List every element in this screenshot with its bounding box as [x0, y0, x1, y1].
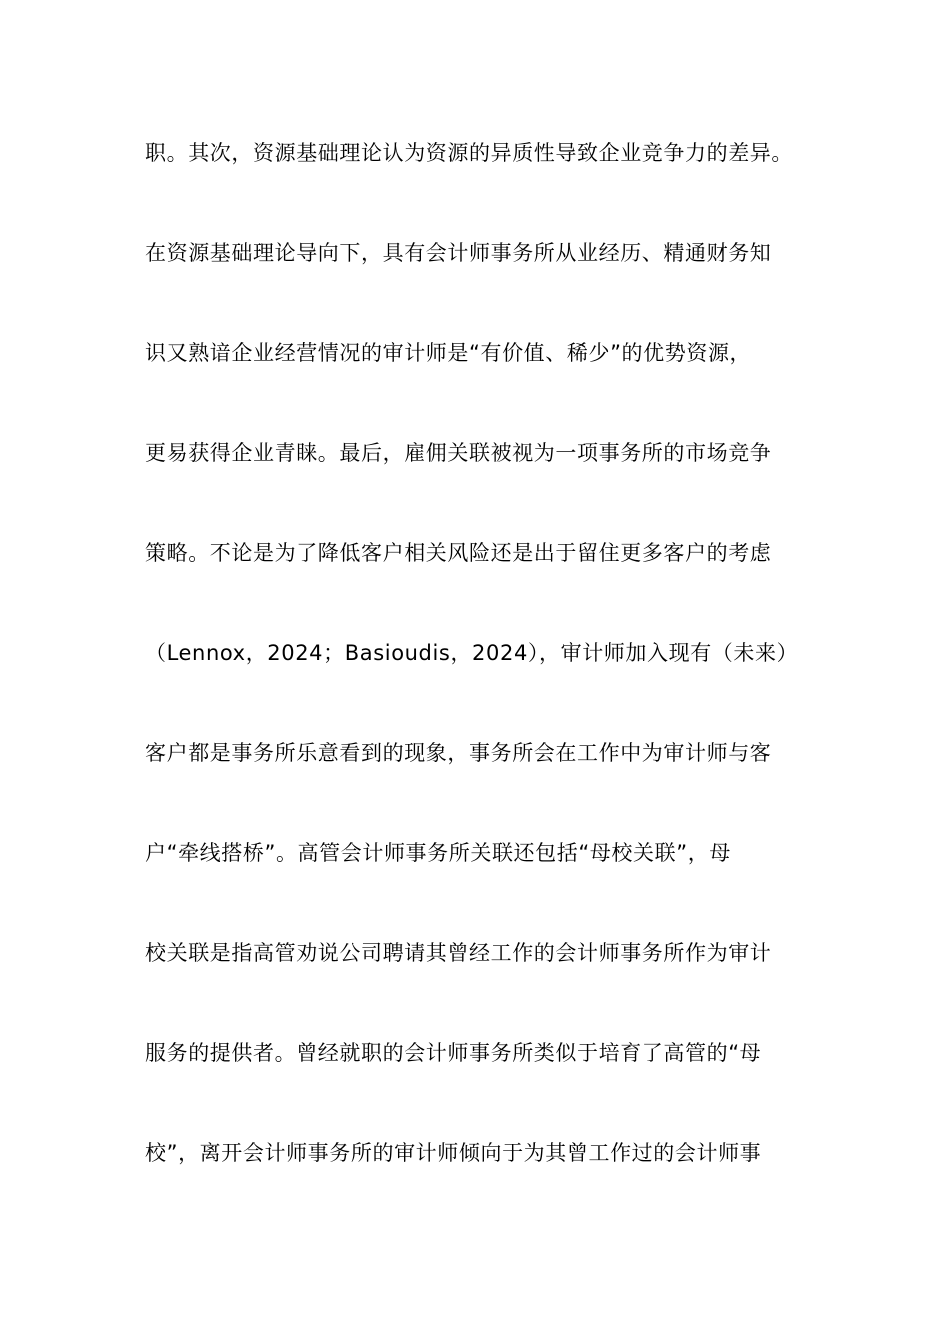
paragraph-line: 职。其次，资源基础理论认为资源的异质性导致企业竞争力的差异。	[145, 141, 793, 165]
paragraph-line: 策略。不论是为了降低客户相关风险还是出于留住更多客户的考虑	[145, 541, 772, 565]
paragraph-line: 校”，离开会计师事务所的审计师倾向于为其曾工作过的会计师事	[145, 1141, 762, 1165]
paragraph-line: 户“牵线搭桥”。高管会计师事务所关联还包括“母校关联”，母	[145, 841, 731, 865]
paragraph-line: 校关联是指高管劝说公司聘请其曾经工作的会计师事务所作为审计	[145, 941, 772, 965]
paragraph-line: 客户都是事务所乐意看到的现象，事务所会在工作中为审计师与客	[145, 741, 772, 765]
paragraph-line: 识又熟谙企业经营情况的审计师是“有价值、稀少”的优势资源，	[145, 341, 752, 365]
paragraph-line: 服务的提供者。曾经就职的会计师事务所类似于培育了高管的“母	[145, 1041, 762, 1065]
paragraph-line: 更易获得企业青睐。最后，雇佣关联被视为一项事务所的市场竞争	[145, 441, 772, 465]
paragraph-line: （Lennox，2024；Basioudis，2024），审计师加入现有（未来）	[145, 641, 799, 665]
paragraph-line: 在资源基础理论导向下，具有会计师事务所从业经历、精通财务知	[145, 241, 772, 265]
